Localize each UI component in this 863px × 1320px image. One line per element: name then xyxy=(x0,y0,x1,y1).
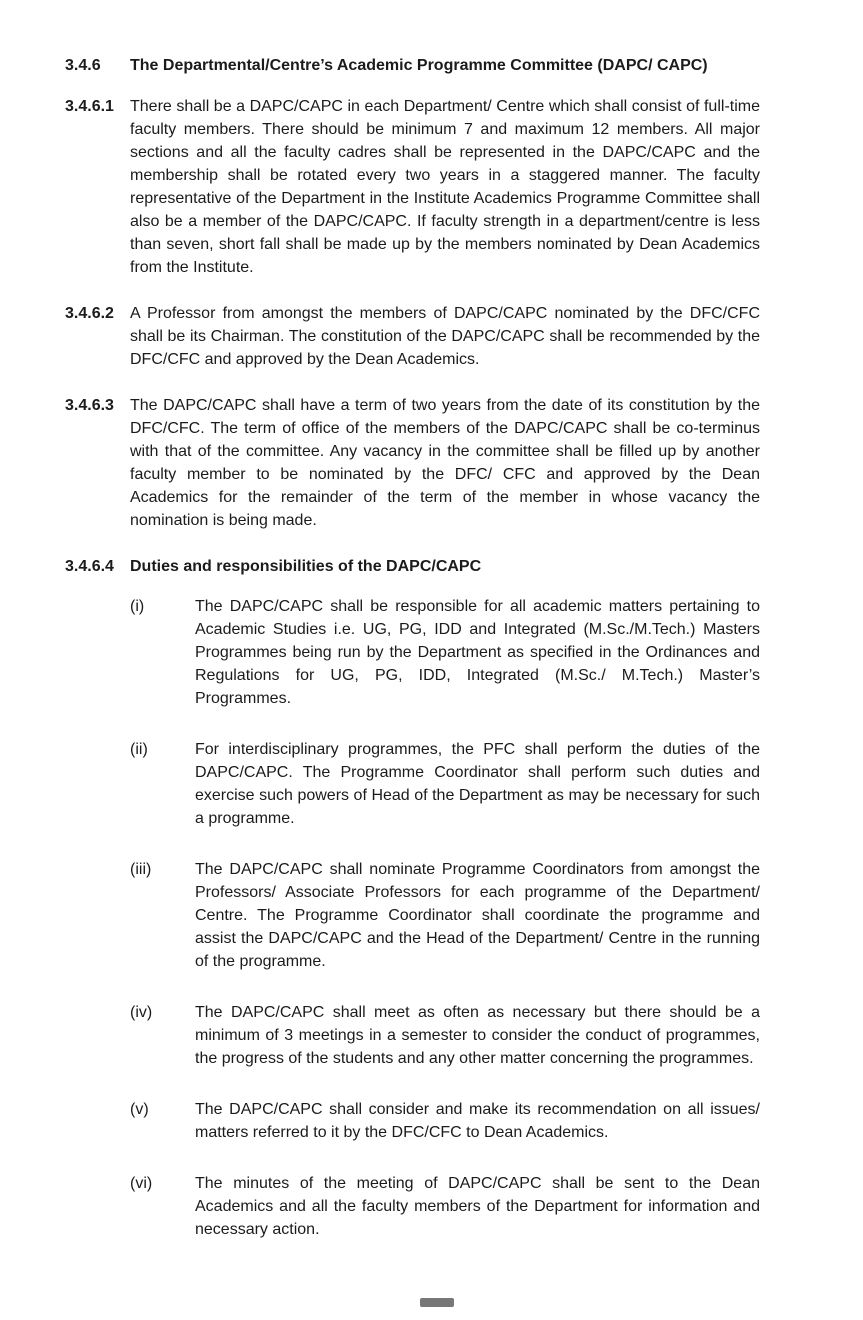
section-number: 3.4.6.4 xyxy=(65,558,114,575)
section-number: 3.4.6.1 xyxy=(65,98,114,115)
list-item-i xyxy=(130,595,760,710)
item-text: The minutes of the meeting of DAPC/CAPC shall be sent to the Dean Academics and all the faculty members of the Department for information and necessary action. xyxy=(195,1175,760,1238)
paragraph-3-4-6-3 xyxy=(65,394,760,532)
paragraph-3-4-6-2 xyxy=(65,302,760,371)
paragraph-text: The DAPC/CAPC shall have a term of two years from the date of its constitution by the DFC/CFC. The term of office of the members of the DAPC/CAPC shall be co-terminus with that of the committee. Any vacancy in the committee shall be filled up by another faculty member to be nominated by the DFC/ CFC and approved by the Dean Academics for the remainder of the term of the member in whose vacancy the nomination is being made. xyxy=(130,397,760,529)
item-label: (iii) xyxy=(130,861,152,878)
section-heading-3-4-6 xyxy=(65,54,760,77)
page-bottom-artifact xyxy=(420,1298,454,1307)
list-item-v xyxy=(130,1098,760,1144)
list-item-iv xyxy=(130,1001,760,1070)
paragraph-text: A Professor from amongst the members of DAPC/CAPC nominated by the DFC/CFC shall be its Chairman. The constitution of the DAPC/CAPC shall be recommended by the DFC/CFC and approved by the Dean Academics. xyxy=(130,305,760,368)
paragraph-text: There shall be a DAPC/CAPC in each Department/ Centre which shall consist of full-time faculty members. There should be minimum 7 and maximum 12 members. All major sections and all the faculty cadres shall be represented in the DAPC/CAPC and the membership shall be rotated every two years in a staggered manner. The faculty representative of the Department in the Institute Academics Programme Committee shall also be a member of the DAPC/CAPC. If faculty strength in a department/centre is less than seven, short fall shall be made up by the members nominated by Dean Academics from the Institute. xyxy=(130,98,760,276)
item-label: (vi) xyxy=(130,1175,153,1192)
list-item-iii xyxy=(130,858,760,973)
item-text: For interdisciplinary programmes, the PFC shall perform the duties of the DAPC/CAPC. The Programme Coordinator shall perform such duties and exercise such powers of Head of the Department as may be necessary for such a programme. xyxy=(195,741,760,827)
paragraph-3-4-6-1 xyxy=(65,95,760,279)
item-text: The DAPC/CAPC shall consider and make its recommendation on all issues/ matters referred to it by the DFC/CFC to Dean Academics. xyxy=(195,1101,760,1141)
item-text: The DAPC/CAPC shall meet as often as necessary but there should be a minimum of 3 meetings in a semester to consider the conduct of programmes, the progress of the students and any other matter concerning the programmes. xyxy=(195,1004,760,1067)
item-text: The DAPC/CAPC shall be responsible for all academic matters pertaining to Academic Studies i.e. UG, PG, IDD and Integrated (M.Sc./M.Tech.) Masters Programmes being run by the Department as specified in the Ordinances and Regulations for UG, PG, IDD, Integrated (M.Sc./ M.Tech.) Master’s Programmes. xyxy=(195,598,760,707)
duties-list xyxy=(65,595,760,1241)
item-label: (v) xyxy=(130,1101,149,1118)
section-heading-3-4-6-4 xyxy=(65,555,760,578)
list-item-ii xyxy=(130,738,760,830)
section-number: 3.4.6 xyxy=(65,57,101,74)
item-label: (iv) xyxy=(130,1004,153,1021)
section-title: Duties and responsibilities of the DAPC/CAPC xyxy=(130,558,482,575)
section-number: 3.4.6.2 xyxy=(65,305,114,322)
item-label: (i) xyxy=(130,598,145,615)
section-title: The Departmental/Centre’s Academic Programme Committee (DAPC/ CAPC) xyxy=(130,57,708,74)
section-number: 3.4.6.3 xyxy=(65,397,114,414)
list-item-vi xyxy=(130,1172,760,1241)
item-label: (ii) xyxy=(130,741,148,758)
item-text: The DAPC/CAPC shall nominate Programme Coordinators from amongst the Professors/ Associate Professors for each programme of the Department/ Centre. The Programme Coordinator shall coordinate the programme and assist the DAPC/CAPC and the Head of the Department/ Centre in the running of the programme. xyxy=(195,861,760,970)
